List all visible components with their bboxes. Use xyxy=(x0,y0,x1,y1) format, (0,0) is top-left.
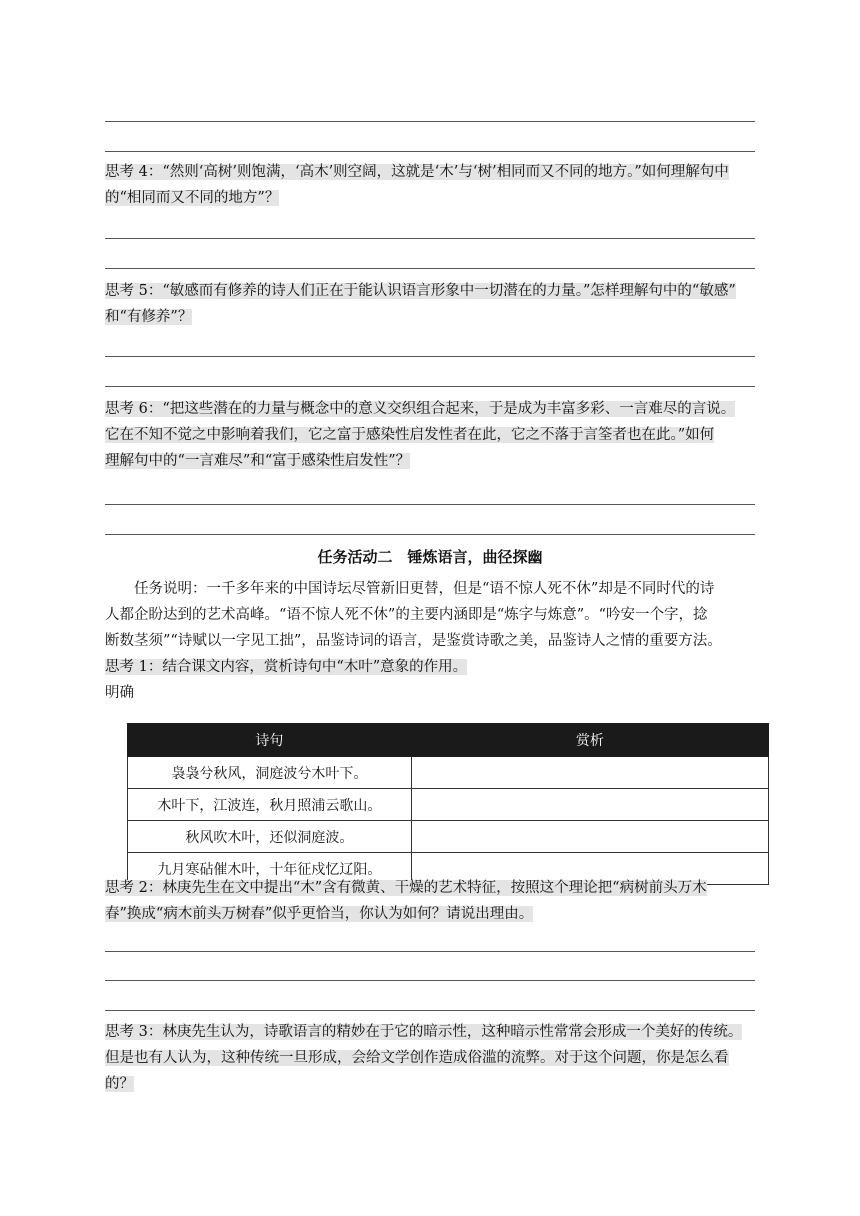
appreciation-cell[interactable] xyxy=(411,757,768,789)
answer-line xyxy=(105,980,755,981)
task-2-title: 任务活动二 锤炼语言，曲径探幽 xyxy=(317,548,543,566)
header-appreciation: 赏析 xyxy=(411,724,768,757)
answer-line xyxy=(105,356,755,357)
question-3 xyxy=(105,1019,757,1097)
question-3-line3: 的？ xyxy=(105,1076,134,1092)
poem-line-cell: 袅袅兮秋风，洞庭波兮木叶下。 xyxy=(128,757,412,789)
question-3-line1: 思考 3：林庚先生认为，诗歌语言的精妙在于它的暗示性，这种暗示性常常会形成一个美好的传统。 xyxy=(105,1024,743,1040)
question-2 xyxy=(105,875,757,927)
task-2-question-1: 思考 1：结合课文内容，赏析诗句中“木叶”意象的作用。 xyxy=(105,659,468,675)
answer-line xyxy=(105,386,755,387)
task-2-desc-line2: 人都企盼达到的艺术高峰。“语不惊人死不休”的主要内涵即是“炼字与炼意”。“吟安一个字，捻 xyxy=(105,607,708,623)
poem-line-cell: 木叶下，江波连，秋月照浦云歌山。 xyxy=(128,789,412,821)
question-6 xyxy=(105,396,757,474)
question-5-line1: 思考 5：“敏感而有修养的诗人们正在于能认识语言形象中一切潜在的力量。”怎样理解句中的“敏感” xyxy=(105,283,736,299)
answer-line xyxy=(105,951,755,952)
appreciation-cell[interactable] xyxy=(411,821,768,853)
question-4 xyxy=(105,159,757,211)
question-2-line1: 思考 2：林庚先生在文中提出“木”含有微黄、干燥的艺术特征，按照这个理论把“病树前头万木 xyxy=(105,880,707,896)
question-4-line1: 思考 4：“然则‘高树’则饱满，‘高木’则空阔，这就是‘木’与‘树’相同而又不同的地方。”如何理解句中 xyxy=(105,164,729,180)
table-row xyxy=(128,789,769,821)
answer-line xyxy=(105,121,755,122)
answer-line xyxy=(105,504,755,505)
answer-line xyxy=(105,534,755,535)
mingque-label: 明确 xyxy=(105,685,134,701)
task-2-desc-line1: 任务说明：一千多年来的中国诗坛尽管新旧更替，但是“语不惊人死不休”却是不同时代的诗 xyxy=(134,581,715,597)
question-4-line2: 的“相同而又不同的地方”？ xyxy=(105,190,280,206)
answer-line xyxy=(105,268,755,269)
header-poem-line: 诗句 xyxy=(128,724,412,757)
answer-line xyxy=(105,1010,755,1011)
poem-appreciation-table xyxy=(127,723,769,885)
poem-line-cell: 秋风吹木叶，还似洞庭波。 xyxy=(128,821,412,853)
table-row xyxy=(128,757,769,789)
question-6-line3: 理解句中的“一言难尽”和“富于感染性启发性”？ xyxy=(105,453,411,469)
table-row xyxy=(128,821,769,853)
question-6-line2: 它在不知不觉之中影响着我们，它之富于感染性启发性者在此，它之不落于言筌者也在此。”如何 xyxy=(105,427,715,443)
question-5-line2: 和“有修养”？ xyxy=(105,309,193,325)
answer-line xyxy=(105,238,755,239)
question-6-line1: 思考 6：“把这些潜在的力量与概念中的意义交织组合起来，于是成为丰富多彩、一言难尽的言说。 xyxy=(105,401,736,417)
question-2-line2: 春”换成“病木前头万树春”似乎更恰当，你认为如何？请说出理由。 xyxy=(105,906,534,922)
table-header-row xyxy=(128,724,769,757)
task-2-description xyxy=(105,576,757,706)
task-2-desc-line3: 断数茎须”“诗赋以一字见工拙”，品鉴诗词的语言，是鉴赏诗歌之美，品鉴诗人之情的重要方法。 xyxy=(105,633,722,649)
poem-line-cell: 九月寒砧催木叶，十年征戍忆辽阳。 xyxy=(128,853,412,885)
answer-line xyxy=(105,151,755,152)
question-5 xyxy=(105,278,757,330)
question-3-line2: 但是也有人认为，这种传统一旦形成，会给文学创作造成俗滥的流弊。对于这个问题，你是怎么看 xyxy=(105,1050,729,1066)
appreciation-cell[interactable] xyxy=(411,789,768,821)
